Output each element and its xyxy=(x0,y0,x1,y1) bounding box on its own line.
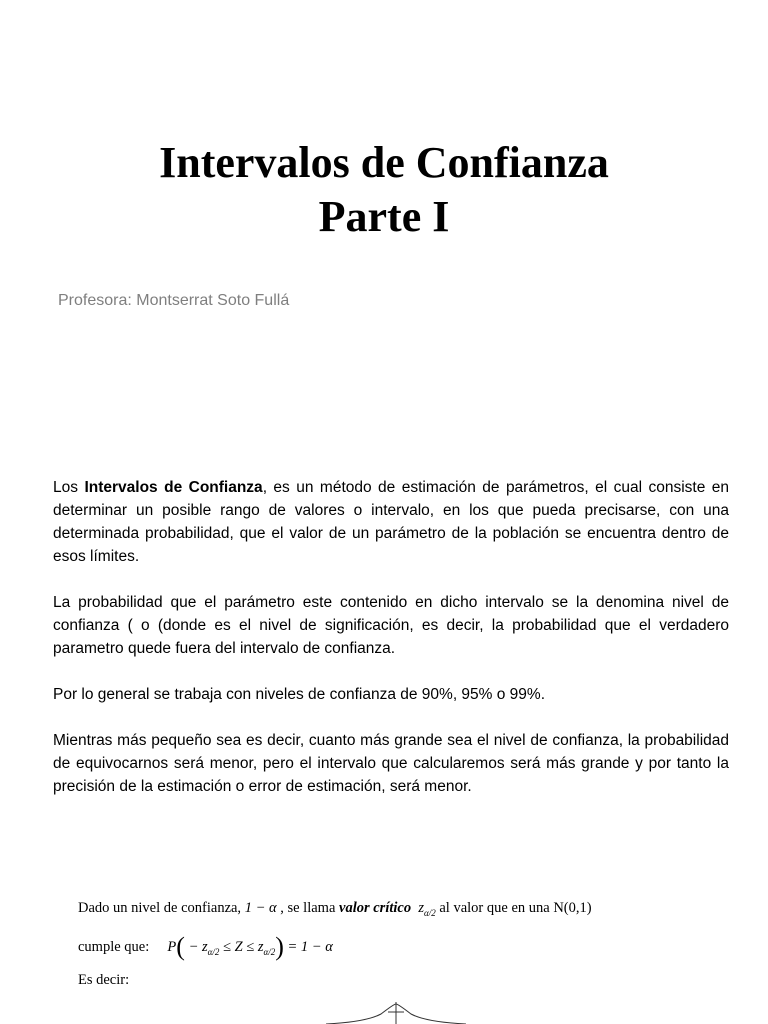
figure-text: al valor que en una N(0,1) xyxy=(435,900,592,916)
paragraph-2: La probabilidad que el parámetro este contenido en dicho intervalo se la denomina nivel de confianza ( o (donde es el nivel de significación, es decir, la probabilidad que el verdadero parametro quede fuera del intervalo de confianza. xyxy=(53,594,729,657)
paragraph-1 xyxy=(53,476,729,568)
paragraph-1-rest: , es un método de estimación de parámetros, el cual consiste en determinar un posible rango de valores o intervalo, en los que pueda precisarse, con una determinada probabilidad, que el valor de un parámetro de la población se encuentra dentro de esos límites. xyxy=(53,479,729,565)
open-paren: ( xyxy=(176,932,185,961)
figure-math-inner: ≤ Z ≤ z xyxy=(219,939,264,955)
page-title xyxy=(0,136,768,244)
figure-line-1 xyxy=(78,900,592,918)
paragraph-4: Mientras más pequeño sea es decir, cuanto más grande sea el nivel de confianza, la probabilidad de equivocarnos será menor, pero el intervalo que calcularemos será más grande y por tanto la precisión de la estimación o error de estimación, será menor. xyxy=(53,732,729,795)
figure-subscript: α/2 xyxy=(207,947,220,957)
normal-curve-graphic xyxy=(326,1002,466,1024)
figure-text: cumple que: xyxy=(78,939,150,955)
figure-line-3: Es decir: xyxy=(78,972,130,988)
title-line-1: Intervalos de Confianza xyxy=(159,138,609,187)
figure-math-rhs: = 1 − α xyxy=(283,939,333,955)
paragraph-3: Por lo general se trabaja con niveles de confianza de 90%, 95% o 99%. xyxy=(53,686,546,703)
figure-math-inner: − z xyxy=(184,939,208,955)
figure-text: , se llama xyxy=(276,900,340,916)
close-paren: ) xyxy=(275,932,284,961)
paragraph-1-term: Intervalos de Confianza xyxy=(84,479,263,496)
figure-math-p: P xyxy=(167,939,177,955)
figure-subscript: α/2 xyxy=(263,947,276,957)
figure-subscript: α/2 xyxy=(424,908,436,918)
paragraph-1-intro: Los xyxy=(53,479,85,496)
body-text xyxy=(53,476,729,821)
figure-math-z: z xyxy=(418,900,425,916)
figure-term: valor crítico xyxy=(339,900,412,916)
critical-value-figure xyxy=(76,896,716,1024)
figure-line-2 xyxy=(78,932,333,962)
title-line-2: Parte I xyxy=(318,192,450,241)
author-line: Profesora: Montserrat Soto Fullá xyxy=(58,292,290,309)
figure-text: Dado un nivel de confianza, xyxy=(78,900,245,916)
figure-math-expression: 1 − α xyxy=(244,900,277,916)
